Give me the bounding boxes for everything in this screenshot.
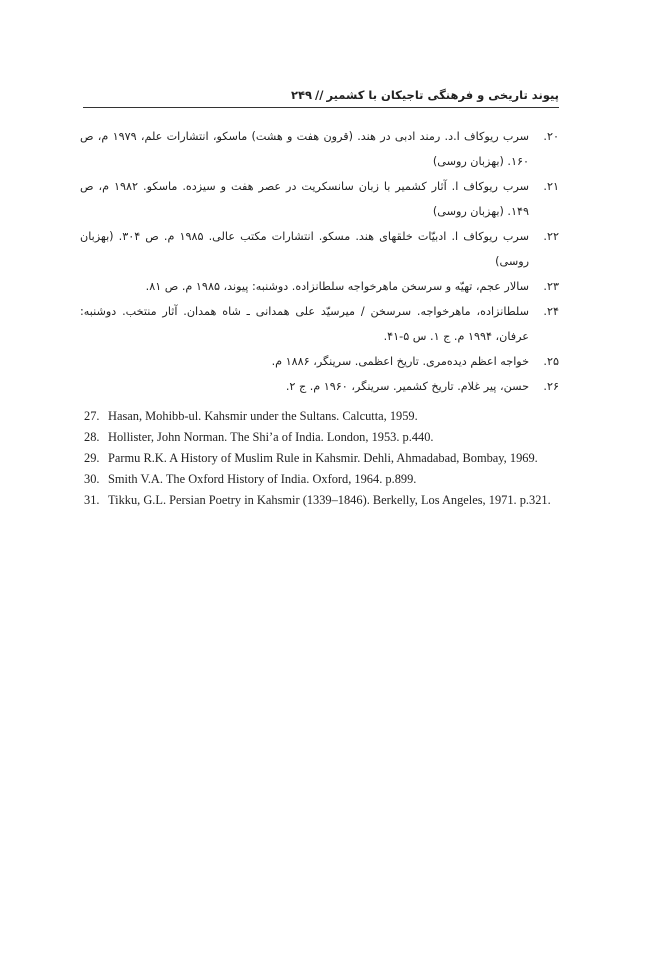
reference-text: سالار عجم، تهیّه و سرسخن ماهرخواجه سلطانزاده. دوشنبه: پیوند، ۱۹۸۵ م. ص ۸۱. [145, 280, 529, 293]
persian-references [80, 124, 559, 399]
reference-number: 31. [84, 493, 100, 507]
reference-number: 27. [84, 409, 100, 423]
reference-text: Parmu R.K. A History of Muslim Rule in Kahsmir. Dehli, Ahmadabad, Bombay, 1969. [108, 451, 538, 465]
header-title: پیوند تاریخی و فرهنگی تاجیکان با کشمیر [326, 88, 559, 102]
reference-item [80, 299, 559, 349]
reference-number: 30. [84, 472, 100, 486]
reference-text: Hasan, Mohibb-ul. Kahsmir under the Sultans. Calcutta, 1959. [108, 409, 418, 423]
reference-item [80, 349, 559, 374]
reference-number: ۲۰. [543, 130, 559, 143]
reference-text: سلطانزاده، ماهرخواجه. سرسخن / میرسیّد علی همدانی ـ شاه همدان. آثار منتخب. دوشنبه: عرفان، ۱۹۹۴ م. ج ۱. س ۵-۴۱. [80, 305, 529, 343]
reference-item [84, 492, 561, 508]
reference-item [84, 408, 561, 424]
header-rule [83, 107, 559, 108]
reference-text: سرب ریوکاف ا. آثار کشمیر با زبان سانسکریت در عصر هفت و سیزده. ماسکو. ۱۹۸۲ م، ص ۱۴۹. (بهزبان روسی) [80, 180, 529, 218]
reference-number: ۲۴. [543, 305, 559, 318]
reference-item [84, 450, 561, 466]
english-references [84, 408, 561, 513]
reference-item [84, 429, 561, 445]
reference-number: ۲۲. [543, 230, 559, 243]
reference-text: Smith V.A. The Oxford History of India. Oxford, 1964. p.899. [108, 472, 417, 486]
reference-number: ۲۶. [543, 380, 559, 393]
reference-text: Tikku, G.L. Persian Poetry in Kahsmir (1339–1846). Berkelly, Los Angeles, 1971. p.321. [108, 493, 551, 507]
reference-item [80, 374, 559, 399]
reference-text: خواجه اعظم دیده‌مری. تاریخ اعظمی. سرینگر، ۱۸۸۶ م. [271, 355, 529, 368]
reference-text: سرب ریوکاف ا. ادبیّات خلقهای هند. مسکو. انتشارات مکتب عالی. ۱۹۸۵ م. ص ۳۰۴. (بهزبان روسی) [80, 230, 529, 268]
reference-number: ۲۳. [543, 280, 559, 293]
reference-number: ۲۵. [543, 355, 559, 368]
running-header [83, 84, 559, 106]
reference-text: حسن، پیر غلام. تاریخ کشمیر. سرینگر، ۱۹۶۰ م. ج ۲. [285, 380, 529, 393]
header-separator: // [315, 88, 324, 102]
page-number: ۲۴۹ [290, 88, 313, 102]
reference-number: 29. [84, 451, 100, 465]
reference-item [80, 174, 559, 224]
reference-item [80, 224, 559, 274]
reference-item [84, 471, 561, 487]
reference-text: Hollister, John Norman. The Shi’a of India. London, 1953. p.440. [108, 430, 434, 444]
reference-item [80, 124, 559, 174]
reference-number: 28. [84, 430, 100, 444]
reference-text: سرب ریوکاف ا.د. رمند ادبی در هند. (قرون هفت و هشت) ماسکو، انتشارات علم، ۱۹۷۹ م، ص ۱۶۰. (بهزبان روسی) [80, 130, 529, 168]
reference-item [80, 274, 559, 299]
reference-number: ۲۱. [543, 180, 559, 193]
